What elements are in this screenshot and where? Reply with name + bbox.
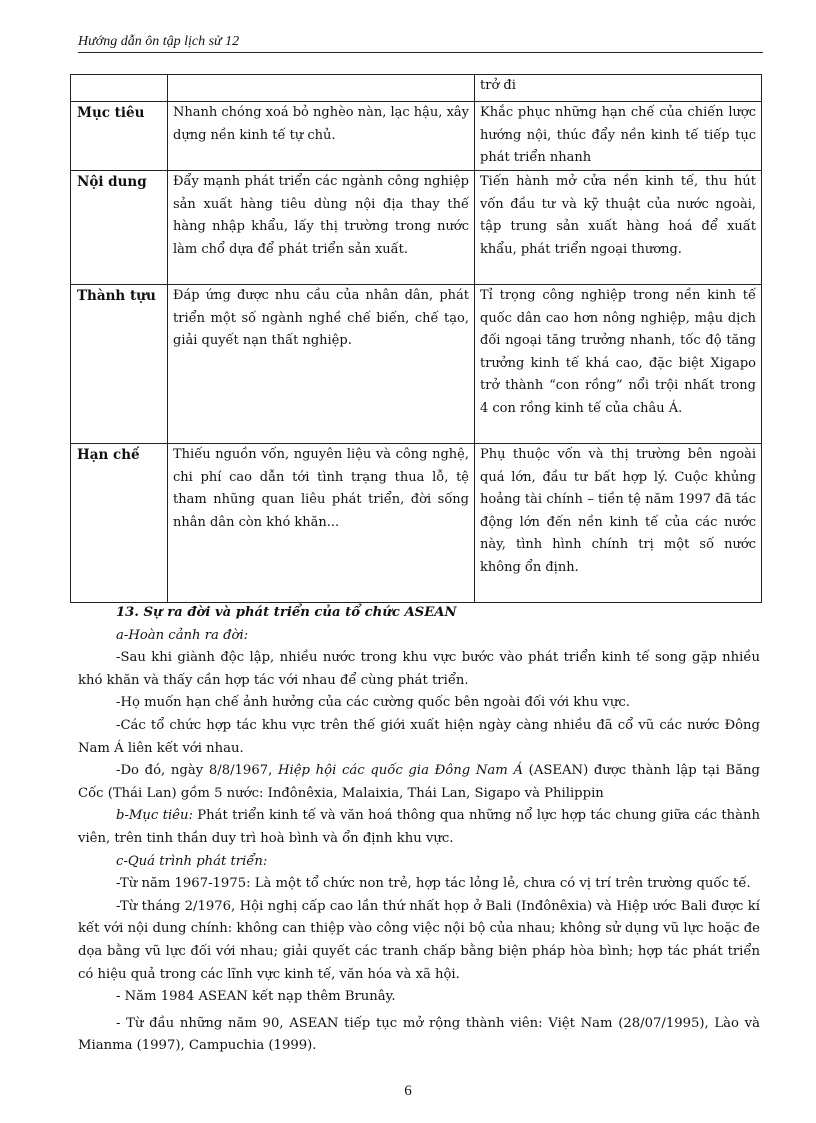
subsection-heading-c: c-Quá trình phát triển: — [116, 853, 268, 869]
subsection-heading-b: b-Mục tiêu: — [116, 808, 193, 824]
inward-strategy-cell: Thiếu nguồn vốn, nguyên liệu và công nghệ, chi phí cao dẫn tới tình trạng thua lỗ, tệ tham nhũng quan liêu phát triển, đời sống nhân dân còn khó khăn... — [168, 444, 475, 603]
inward-strategy-cell: Đáp ứng được nhu cầu của nhân dân, phát triển một số ngành nghề chế biến, chế tạo, giải quyết nạn thất nghiệp. — [168, 285, 475, 444]
table-row — [71, 171, 762, 285]
outward-strategy-cell: Khắc phục những hạn chế của chiến lược hướng nội, thúc đẩy nền kinh tế tiếp tục phát triển nhanh — [475, 102, 762, 171]
paragraph: -Từ tháng 2/1976, Hội nghị cấp cao lần thứ nhất họp ở Bali (Inđônêxia) và Hiệp ước Bali được kí kết với nội dung chính: không can thiệp vào công việc nội bộ của nhau; không sử dụng vũ lực hoặc đe dọa bằng vũ lực đối với nhau; giải quyết các tranh chấp bằng biện pháp hòa bình; hợp tác phát triển có hiệu quả trong các lĩnh vực kinh tế, văn hóa và xã hội. — [78, 898, 760, 982]
inward-strategy-cell: Nhanh chóng xoá bỏ nghèo nàn, lạc hậu, xây dựng nền kinh tế tự chủ. — [168, 102, 475, 171]
organization-name: Hiệp hội các quốc gia Đông Nam Á — [278, 763, 523, 779]
paragraph: - Năm 1984 ASEAN kết nạp thêm Brunây. — [116, 989, 396, 1005]
paragraph: -Họ muốn hạn chế ảnh hưởng của các cường quốc bên ngoài đối với khu vực. — [116, 695, 630, 711]
paragraph: -Sau khi giành độc lập, nhiều nước trong khu vực bước vào phát triển kinh tế song gặp nhiều khó khăn và thấy cần hợp tác với nhau để cùng phát triển. — [78, 650, 760, 688]
paragraph: - Từ đầu những năm 90, ASEAN tiếp tục mở rộng thành viên: Việt Nam (28/07/1995), Lào và Mianma (1997), Campuchia (1999). — [78, 1015, 760, 1054]
running-header: Hướng dẫn ôn tập lịch sử 12 — [78, 34, 763, 53]
row-label: Mục tiêu — [71, 102, 168, 171]
paragraph: -Các tổ chức hợp tác khu vực trên thế giới xuất hiện ngày càng nhiều đã cổ vũ các nước Đông Nam Á liên kết với nhau. — [78, 717, 760, 756]
outward-strategy-cell: Phụ thuộc vốn và thị trường bên ngoài quá lớn, đầu tư bất hợp lý. Cuộc khủng hoảng tài chính – tiền tệ năm 1997 đã tác động lớn đến nền kinh tế của các nước này, tình hình chính trị một số nước không ổn định. — [475, 444, 762, 603]
comparison-table — [70, 74, 762, 603]
outward-strategy-cell: trở đi — [475, 75, 762, 102]
table-row — [71, 285, 762, 444]
row-label — [71, 75, 168, 102]
inward-strategy-cell: Đẩy mạnh phát triển các ngành công nghiệp sản xuất hàng tiêu dùng nội địa thay thế hàng nhập khẩu, lấy thị trường trong nước làm chổ dựa để phát triển sản xuất. — [168, 171, 475, 285]
paragraph — [78, 760, 760, 805]
row-label: Nội dung — [71, 171, 168, 285]
table-row — [71, 75, 762, 102]
subsection-heading-a: a-Hoàn cảnh ra đời: — [116, 627, 249, 643]
outward-strategy-cell: Tỉ trọng công nghiệp trong nền kinh tế quốc dân cao hơn nông nghiệp, mậu dịch đối ngoại tăng trưởng nhanh, tốc độ tăng trưởng kinh tế khá cao, đặc biệt Xigapo trở thành “con rồng” nổi trội nhất trong 4 con rồng kinh tế của châu Á. — [475, 285, 762, 444]
table-row — [71, 444, 762, 603]
text-run: (ASEAN) được thành lập tại Băng Cốc (Thái Lan) gồm 5 nước: Inđônêxia, Malaixia, Thái Lan, Sigapo và Philippin — [78, 763, 760, 801]
row-label: Thành tựu — [71, 285, 168, 444]
outward-strategy-cell: Tiến hành mở cửa nền kinh tế, thu hút vốn đầu tư và kỹ thuật của nước ngoài, tập trung sản xuất hàng hoá để xuất khẩu, phát triển ngoại thương. — [475, 171, 762, 285]
text-run: -Do đó, ngày 8/8/1967, — [116, 763, 278, 779]
asean-section — [78, 602, 760, 1058]
row-label: Hạn chế — [71, 444, 168, 603]
paragraph — [78, 805, 760, 850]
text-run: Phát triển kinh tế và văn hoá thông qua những nổ lực hợp tác chung giữa các thành viên, trên tinh thần duy trì hoà bình và ổn định khu vực. — [78, 808, 760, 846]
page-number: 6 — [404, 1083, 412, 1099]
table-row — [71, 102, 762, 171]
section-heading: 13. Sự ra đời và phát triển của tổ chức ASEAN — [116, 605, 457, 620]
paragraph: -Từ năm 1967-1975: Là một tổ chức non trẻ, hợp tác lỏng lẻ, chưa có vị trí trên trường quốc tế. — [116, 876, 751, 892]
inward-strategy-cell — [168, 75, 475, 102]
